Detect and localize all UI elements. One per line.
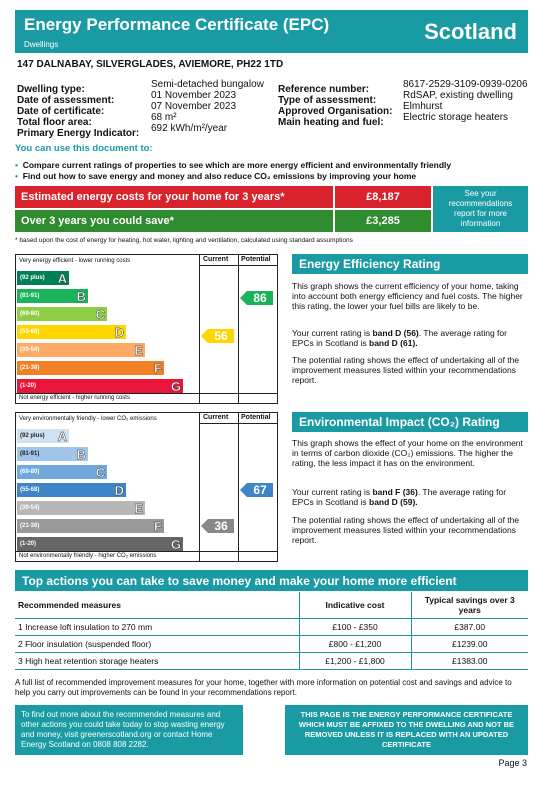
band-letter: C [95,306,105,322]
band-letter: A [57,270,67,286]
detail-label: Reference number: [278,84,370,95]
band-letter: D [114,324,124,340]
text-span: . The average rating for EPCs in Scotland is [292,328,507,348]
cost-value-save [335,210,431,232]
detail-label: Date of certificate: [17,106,105,117]
col-header-cost: Indicative cost [299,592,411,618]
detail-label: Type of assessment: [278,95,377,106]
ee-band-f [17,361,164,375]
col-current: Current [203,256,229,263]
ee-band-b [17,289,88,303]
ei-potential-rating: 67 [247,483,273,497]
chart-bottom-label: Not energy efficient - higher running costs [19,395,130,401]
detail-label: Date of assessment: [17,95,115,106]
band-range: (1-20) [20,541,37,547]
measure-cell: 2 Floor insulation (suspended floor) [15,635,299,652]
band-range: (39-54) [20,347,40,353]
ei-band-b [17,447,88,461]
band-range: (39-54) [20,505,40,511]
band-range: (92 plus) [20,433,45,439]
actions-note: A full list of recommended improvement measures for your home, together with more information on potential cost and savings and advice to help you carry out improvements can be found in your recommendations report. [15,678,512,697]
ee-band-e [17,343,145,357]
heading-text: Top actions you can take to save money and make your home more efficient [22,573,457,588]
ei-paragraph-2 [292,487,524,507]
detail-value: 07 November 2023 [151,101,237,112]
heading-text: Energy Efficiency Rating [299,257,441,271]
band-letter: G [170,378,181,394]
band-range: (1-20) [20,383,37,389]
ee-band-c [17,307,107,321]
col-potential: Potential [241,414,271,421]
bullet-text: Find out how to save energy and money and also reduce CO₂ emissions by improving your home [22,171,417,181]
ei-band-d [17,483,126,497]
text-span: Your current rating is [292,487,373,497]
heading-text: Environmental Impact (CO₂) Rating [299,415,500,429]
page-subtitle: Dwellings [24,40,59,49]
detail-label: Primary Energy Indicator: [17,128,140,139]
detail-value: 01 November 2023 [151,90,237,101]
band-letter: E [134,500,143,516]
ei-current-rating: 36 [208,519,234,533]
band-letter: E [134,342,143,358]
chart-top-label: Very environmentally friendly - lower CO₂ emissions [19,416,157,422]
band-letter: D [114,482,124,498]
actions-table [15,592,528,670]
band-letter: F [154,518,162,534]
footer-notice-box [285,705,528,755]
country-label: Scotland [424,19,517,44]
cost-row-estimated [15,186,333,208]
detail-value: Semi-detached bungalow [151,79,264,90]
detail-label: Approved Organisation: [278,106,393,117]
page-title: Energy Performance Certificate (EPC) [24,15,330,34]
details-right [278,79,538,128]
cost-cell: £800 - £1,200 [299,635,411,652]
ee-band-d [17,325,126,339]
text-span: band D (59). [369,497,418,507]
ee-heading [292,254,528,274]
footer-text: To find out more about the recommended measures and other actions you could take today to stop wasting energy and money, visit greenerscotland.org or contact Home Energy Scotland on 0808 808 2282. [21,710,225,749]
costs-footnote: * based upon the cost of energy for heating, hot water, lighting and ventilation, calculated using standard assumptions [15,237,353,244]
text-span: band D (56) [372,328,419,338]
saving-cell: £1239.00 [411,635,528,652]
table-row [15,635,528,652]
page-number: Page 3 [498,758,527,768]
table-row [15,618,528,635]
chart-top-label: Very energy efficient - lower running costs [19,258,131,264]
ei-band-a [17,429,69,443]
note-text: See your recommendations report for more information [448,189,513,228]
detail-label: Total floor area: [17,117,92,128]
band-range: (55-68) [20,329,40,335]
band-letter: A [57,428,67,444]
cost-cell: £1,200 - £1,800 [299,652,411,669]
ee-band-a [17,271,69,285]
detail-value: 68 m² [151,112,177,123]
saving-cell: £1383.00 [411,652,528,669]
cost-label: Over 3 years you could save* [21,215,174,227]
band-letter: F [154,360,162,376]
band-range: (21-38) [20,365,40,371]
ei-band-g [17,537,183,551]
cost-value: £3,285 [366,215,400,227]
band-letter: B [76,446,86,462]
text-span: . The average rating for EPCs in Scotland is [292,487,507,507]
ei-band-f [17,519,164,533]
table-header-row [15,592,528,618]
table-row [15,652,528,669]
ee-current-rating: 56 [208,329,234,343]
ei-band-e [17,501,145,515]
band-range: (92 plus) [20,275,45,281]
col-current: Current [203,414,229,421]
ei-paragraph-3: The potential rating shows the effect of undertaking all of the improvement measures listed within your recommendations report. [292,515,520,545]
text-span: Your current rating is [292,328,373,338]
band-range: (69-80) [20,469,40,475]
band-range: (69-80) [20,311,40,317]
detail-value: 692 kWh/m²/year [151,123,228,134]
text-span: band F (36) [372,487,418,497]
property-address: 147 DALNABAY, SILVERGLADES, AVIEMORE, PH22 1TD [17,59,284,70]
ei-band-c [17,465,107,479]
band-range: (81-91) [20,451,40,457]
col-potential: Potential [241,256,271,263]
ee-potential-rating: 86 [247,291,273,305]
band-range: (55-68) [20,487,40,493]
ee-paragraph-3: The potential rating shows the effect of undertaking all of the improvement measures listed within your recommendations report. [292,355,520,385]
detail-value: RdSAP, existing dwelling [403,90,513,101]
ee-band-g [17,379,183,393]
cost-label: Estimated energy costs for your home for 3 years* [21,191,285,203]
use-doc-bullet: • Find out how to save energy and money and also reduce CO₂ emissions by improving your home [15,171,417,181]
col-header-measures: Recommended measures [15,592,299,618]
cost-value: £8,187 [366,191,400,203]
col-header-savings: Typical savings over 3 years [411,592,528,618]
detail-value: Electric storage heaters [403,112,509,123]
energy-efficiency-chart [15,254,278,404]
chart-bottom-label: Not environmentally friendly - higher CO₂ emissions [19,553,157,559]
ei-paragraph-1: This graph shows the effect of your home on the environment in terms of carbon dioxide (CO₂) emissions. The higher the rating, the less impact it has on the environment. [292,438,523,468]
measure-cell: 3 High heat retention storage heaters [15,652,299,669]
detail-value: 8617-2529-3109-0939-0206 [403,79,528,90]
ei-heading [292,412,528,432]
use-doc-heading: You can use this document to: [15,143,153,154]
details-left [17,79,277,139]
ee-paragraph-1: This graph shows the current efficiency of your home, taking into account both energy efficiency and fuel costs. The higher this rating, the lower your fuel bills are likely to be. [292,281,523,311]
actions-heading [15,570,528,591]
cost-value-estimated [335,186,431,208]
saving-cell: £387.00 [411,618,528,635]
recommendations-note [433,186,528,232]
band-letter: G [170,536,181,552]
ee-paragraph-2 [292,328,524,348]
environmental-impact-chart [15,412,278,562]
footer-info-box [15,705,243,755]
detail-value: Elmhurst [403,101,443,112]
measure-cell: 1 Increase loft insulation to 270 mm [15,618,299,635]
footer-notice: THIS PAGE IS THE ENERGY PERFORMANCE CERTIFICATE WHICH MUST BE AFFIXED TO THE DWELLING AND NOT BE REMOVED UNLESS IT IS REPLACED WITH AN UPDATED CERTIFICATE [298,710,515,749]
epc-header [15,10,528,53]
text-span: band D (61). [369,338,418,348]
band-range: (21-38) [20,523,40,529]
band-letter: B [76,288,86,304]
detail-label: Dwelling type: [17,84,85,95]
band-letter: C [95,464,105,480]
band-range: (81-91) [20,293,40,299]
cost-cell: £100 - £350 [299,618,411,635]
bullet-text: Compare current ratings of properties to see which are more energy efficient and environmentally friendly [22,160,452,170]
cost-row-save [15,210,333,232]
use-doc-bullet: • Compare current ratings of properties to see which are more energy efficient and environmentally friendly [15,160,452,170]
detail-label: Main heating and fuel: [278,117,384,128]
